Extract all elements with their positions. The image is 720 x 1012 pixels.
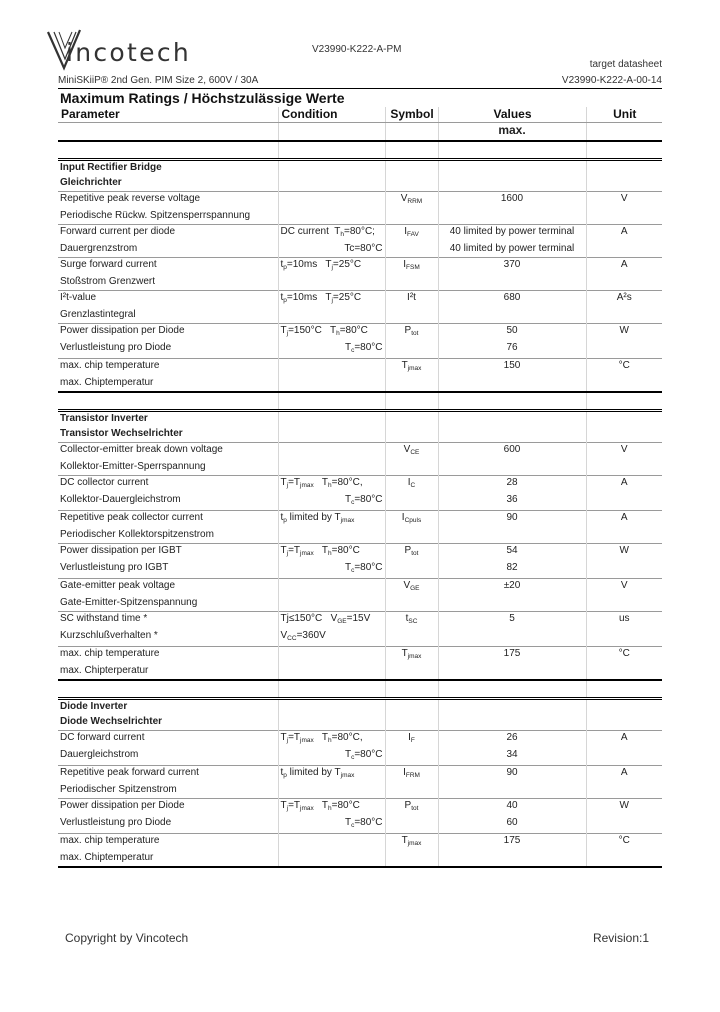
value: 600 bbox=[438, 443, 586, 461]
value: 370 bbox=[438, 258, 586, 276]
table-row bbox=[58, 275, 662, 291]
symbol: $P_{tot}$ bbox=[385, 799, 438, 817]
param-de: max. Chiptemperatur bbox=[58, 376, 278, 392]
param-en: max. chip temperature bbox=[58, 647, 278, 665]
condition: DC current $T_h=80^\circ C$; bbox=[278, 225, 385, 243]
table-row bbox=[58, 612, 662, 630]
condition: $T_j=T_{jmax}$ $T_h=80^\circ C$, bbox=[278, 731, 385, 749]
param-de: Verlustleistung pro Diode bbox=[60, 817, 172, 828]
value: 26 bbox=[438, 731, 586, 749]
value: 40 limited by power terminal bbox=[438, 225, 586, 243]
param-en: Repetitive peak forward current bbox=[58, 766, 278, 784]
sheet-type: target datasheet bbox=[589, 59, 662, 70]
param-de: Gate-Emitter-Spitzenspannung bbox=[60, 597, 198, 608]
param-de: Periodischer Spitzenstrom bbox=[60, 784, 177, 795]
symbol: $T_{jmax}$ bbox=[385, 359, 438, 377]
table-row bbox=[58, 596, 662, 612]
value: 28 bbox=[438, 476, 586, 494]
unit: A²s bbox=[586, 291, 662, 309]
condition: $t_p=10ms$ $T_j=25^\circ C$ bbox=[278, 291, 385, 309]
table-row bbox=[58, 209, 662, 225]
section-title-en: Transistor Inverter bbox=[58, 411, 278, 428]
condition: $t_p=10ms$ $T_j=25^\circ C$ bbox=[278, 258, 385, 276]
symbol: $V_{CE}$ bbox=[385, 443, 438, 461]
value: 680 bbox=[438, 291, 586, 309]
value: 40 bbox=[438, 799, 586, 817]
unit: A bbox=[586, 731, 662, 749]
table-row bbox=[58, 511, 662, 529]
unit: °C bbox=[586, 834, 662, 852]
param-en: Surge forward current bbox=[58, 258, 278, 276]
param-en: Forward current per diode bbox=[58, 225, 278, 243]
unit: A bbox=[586, 511, 662, 529]
value: 90 bbox=[438, 766, 586, 784]
value: 82 bbox=[438, 561, 586, 579]
param-en: Power dissipation per IGBT bbox=[58, 544, 278, 562]
table-row bbox=[58, 476, 662, 494]
table-row bbox=[58, 731, 662, 749]
table-row bbox=[58, 816, 662, 834]
value: ±20 bbox=[438, 579, 586, 597]
header-condition: Condition bbox=[278, 107, 385, 123]
condition: $T_c=80^\circ C$ bbox=[278, 493, 385, 511]
table-row bbox=[58, 308, 662, 324]
param-de: max. Chiptemperatur bbox=[58, 851, 278, 867]
table-row bbox=[58, 258, 662, 276]
table-row bbox=[58, 324, 662, 342]
ratings-table bbox=[58, 107, 662, 868]
revision-code: V23990-K222-A-00-14 bbox=[561, 75, 662, 86]
section-title-en: Input Rectifier Bridge bbox=[58, 160, 278, 177]
unit: A bbox=[586, 225, 662, 243]
param-de: Verlustleistung pro IGBT bbox=[60, 562, 169, 573]
param-de: Periodische Rückw. Spitzensperrspannung bbox=[60, 210, 251, 221]
param-de: Periodischer Kollektorspitzenstrom bbox=[60, 529, 214, 540]
symbol: $I_{FRM}$ bbox=[385, 766, 438, 784]
symbol: $I_{Cpuls}$ bbox=[385, 511, 438, 529]
unit: V bbox=[586, 192, 662, 210]
section-title-row bbox=[58, 176, 662, 192]
param-en: Repetitive peak collector current bbox=[58, 511, 278, 529]
condition: $T_c=80^\circ C$ bbox=[278, 816, 385, 834]
section-title-en: Diode Inverter bbox=[58, 699, 278, 716]
header-parameter: Parameter bbox=[58, 107, 278, 123]
section-title-de: Gleichrichter bbox=[60, 177, 122, 188]
section-title-row bbox=[58, 427, 662, 443]
logo-wordmark: incotech bbox=[66, 38, 192, 67]
param-de: Verlustleistung pro Diode bbox=[60, 342, 172, 353]
param-en: Repetitive peak reverse voltage bbox=[58, 192, 278, 210]
param-en: Power dissipation per Diode bbox=[58, 799, 278, 817]
condition: $T_c=80^\circ C$ bbox=[278, 748, 385, 766]
param-en: Gate-emitter peak voltage bbox=[58, 579, 278, 597]
table-row bbox=[58, 359, 662, 377]
unit: °C bbox=[586, 647, 662, 665]
param-de: Kurzschlußverhalten * bbox=[60, 630, 158, 641]
unit: A bbox=[586, 766, 662, 784]
table-row bbox=[58, 629, 662, 647]
value: 36 bbox=[438, 493, 586, 511]
value: 60 bbox=[438, 816, 586, 834]
value: 175 bbox=[438, 834, 586, 852]
unit: °C bbox=[586, 359, 662, 377]
value: 90 bbox=[438, 511, 586, 529]
condition: $T_j=T_{jmax}$ $T_h=80^\circ C$, bbox=[278, 476, 385, 494]
param-en: max. chip temperature bbox=[58, 359, 278, 377]
condition: $T_j=150^\circ C$ $T_h=80^\circ C$ bbox=[278, 324, 385, 342]
symbol: $V_{GE}$ bbox=[385, 579, 438, 597]
value: 34 bbox=[438, 748, 586, 766]
revision: Revision:1 bbox=[592, 931, 649, 945]
table-row bbox=[58, 291, 662, 309]
table-row bbox=[58, 766, 662, 784]
param-de: max. Chipterperatur bbox=[58, 664, 278, 680]
condition: $T_j=T_{jmax}$ $T_h=80^\circ C$ bbox=[278, 544, 385, 562]
condition: Tj≤150°C $V_{GE}=15V$ bbox=[278, 612, 385, 630]
table-row bbox=[58, 783, 662, 799]
page-title: Maximum Ratings / Höchstzulässige Werte bbox=[60, 90, 345, 106]
param-en: max. chip temperature bbox=[58, 834, 278, 852]
section-title-row bbox=[58, 160, 662, 177]
section-title-de: Transistor Wechselrichter bbox=[60, 428, 183, 439]
param-de: Dauergleichstrom bbox=[60, 749, 139, 760]
copyright: Copyright by Vincotech bbox=[65, 931, 189, 945]
unit: V bbox=[586, 443, 662, 461]
param-en: Power dissipation per Diode bbox=[58, 324, 278, 342]
document-number: V23990-K222-A-PM bbox=[312, 44, 402, 55]
symbol: $T_{jmax}$ bbox=[385, 647, 438, 665]
value: 150 bbox=[438, 359, 586, 377]
symbol: $I_C$ bbox=[385, 476, 438, 494]
table-row bbox=[58, 664, 662, 680]
symbol: $T_{jmax}$ bbox=[385, 834, 438, 852]
value: 50 bbox=[438, 324, 586, 342]
table-row bbox=[58, 647, 662, 665]
table-row bbox=[58, 341, 662, 359]
table-row bbox=[58, 834, 662, 852]
value: 5 bbox=[438, 612, 586, 630]
value: 1600 bbox=[438, 192, 586, 210]
header-max: max. bbox=[438, 123, 586, 142]
value: 54 bbox=[438, 544, 586, 562]
unit: V bbox=[586, 579, 662, 597]
symbol: $P_{tot}$ bbox=[385, 324, 438, 342]
param-de: Grenzlastintegral bbox=[60, 309, 136, 320]
symbol: $I_{FSM}$ bbox=[385, 258, 438, 276]
value: 76 bbox=[438, 341, 586, 359]
section-title-row bbox=[58, 715, 662, 731]
unit: W bbox=[586, 544, 662, 562]
table-row bbox=[58, 493, 662, 511]
section-title-row bbox=[58, 699, 662, 716]
table-row bbox=[58, 443, 662, 461]
unit: us bbox=[586, 612, 662, 630]
table-row bbox=[58, 242, 662, 258]
table-row bbox=[58, 799, 662, 817]
param-de: Dauergrenzstrom bbox=[60, 243, 138, 254]
condition: $T_j=T_{jmax}$ $T_h=80^\circ C$ bbox=[278, 799, 385, 817]
param-de: Kollektor-Emitter-Sperrspannung bbox=[60, 461, 206, 472]
product-subtitle: MiniSKiiP® 2nd Gen. PIM Size 2, 600V / 30A bbox=[58, 75, 259, 86]
symbol: $P_{tot}$ bbox=[385, 544, 438, 562]
symbol: $I_F$ bbox=[385, 731, 438, 749]
table-row bbox=[58, 748, 662, 766]
table-row bbox=[58, 460, 662, 476]
condition: $t_p$ limited by $T_{jmax}$ bbox=[278, 766, 385, 784]
header-unit: Unit bbox=[586, 107, 662, 123]
param-de: Stoßstrom Grenzwert bbox=[60, 276, 156, 287]
param-en: I²t-value bbox=[58, 291, 278, 309]
condition: $V_{CC}=360V$ bbox=[278, 629, 385, 647]
header-rule bbox=[58, 88, 662, 89]
section-title-de: Diode Wechselrichter bbox=[60, 716, 163, 727]
condition: $T_c=80^\circ C$ bbox=[278, 561, 385, 579]
param-en: Collector-emitter break down voltage bbox=[58, 443, 278, 461]
header-values: Values bbox=[438, 107, 586, 123]
unit: A bbox=[586, 476, 662, 494]
table-row bbox=[58, 561, 662, 579]
condition: $T_c=80^\circ C$ bbox=[278, 341, 385, 359]
value: 40 limited by power terminal bbox=[438, 242, 586, 258]
unit: A bbox=[586, 258, 662, 276]
param-en: SC withstand time * bbox=[58, 612, 278, 630]
table-row bbox=[58, 192, 662, 210]
condition: $t_p$ limited by $T_{jmax}$ bbox=[278, 511, 385, 529]
value: 175 bbox=[438, 647, 586, 665]
table-header-subrow bbox=[58, 123, 662, 142]
header-symbol: Symbol bbox=[385, 107, 438, 123]
table-row bbox=[58, 225, 662, 243]
symbol: $V_{RRM}$ bbox=[385, 192, 438, 210]
table-row bbox=[58, 376, 662, 392]
symbol: $t_{SC}$ bbox=[385, 612, 438, 630]
table-header-row bbox=[58, 107, 662, 123]
table-row bbox=[58, 851, 662, 867]
table-row bbox=[58, 544, 662, 562]
param-en: DC collector current bbox=[58, 476, 278, 494]
section-title-row bbox=[58, 411, 662, 428]
symbol: $I_{FAV}$ bbox=[385, 225, 438, 243]
unit: W bbox=[586, 799, 662, 817]
table-row bbox=[58, 528, 662, 544]
table-row bbox=[58, 579, 662, 597]
unit: W bbox=[586, 324, 662, 342]
symbol: I²t bbox=[385, 291, 438, 309]
param-de: Kollektor-Dauergleichstrom bbox=[60, 494, 181, 505]
param-en: DC forward current bbox=[58, 731, 278, 749]
condition: Tc=80°C bbox=[278, 242, 385, 258]
